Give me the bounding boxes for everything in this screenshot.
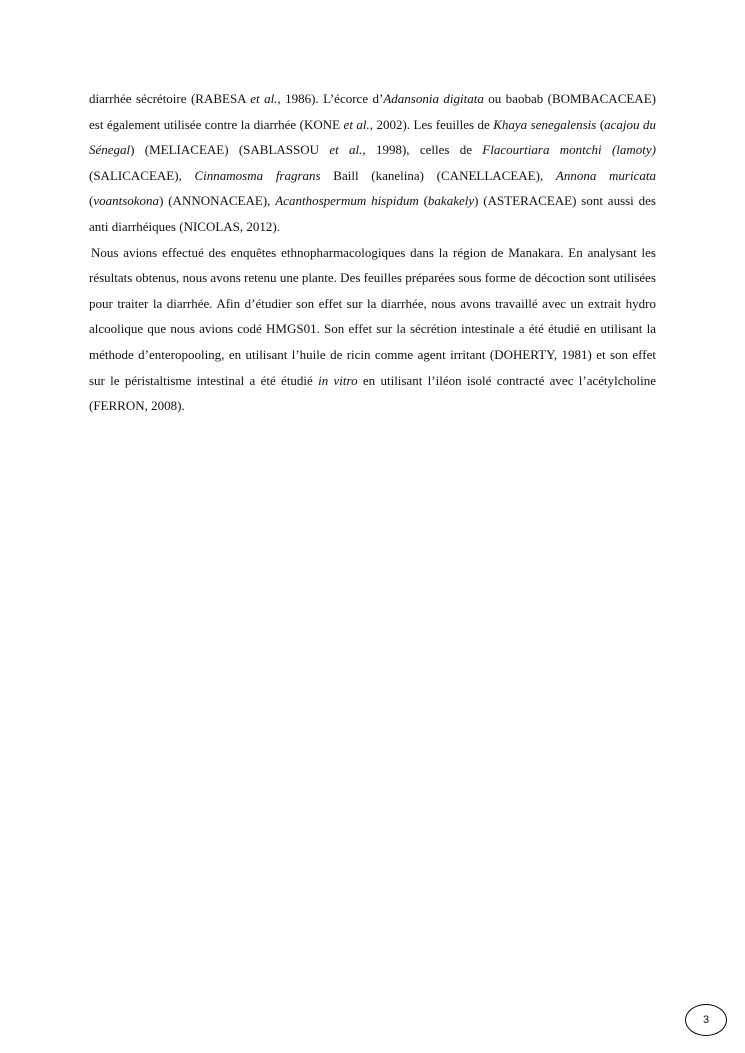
text-run: ( bbox=[418, 193, 428, 209]
text-run: Baill (kanelina) (CANELLACEAE), bbox=[320, 167, 556, 183]
text-run: diarrhée sécrétoire (RABESA bbox=[89, 91, 251, 106]
text-run: ou baobab (BOMBACACEAE) est également utilisée contre la diarrhée (KONE bbox=[89, 91, 656, 132]
italic-text: et al., bbox=[250, 91, 281, 106]
italic-text: Adansonia digitata bbox=[383, 91, 484, 106]
paragraph bbox=[89, 240, 656, 419]
text-run: Nous avions effectué des enquêtes ethnopharmacologiques dans la région de Manakara. En analysant les résultats obtenus, nous avons retenu une plante. Des feuilles préparées sous forme de décoction sont utilisées pour traiter la diarrhée. Afin d’étudier son effet sur la diarrhée, nous avons travaillé avec un extrait hydro alcoolique que nous avions codé HMGS01. Son effet sur la sécrétion intestinale a été étudié en utilisant la méthode d’enteropooling, en utilisant l’huile de ricin comme agent irritant (DOHERTY, 1981) et son effet sur le péristaltisme intestinal a été étudié bbox=[89, 244, 656, 388]
italic-text: voantsokona bbox=[93, 193, 160, 209]
italic-text: in vitro bbox=[318, 372, 358, 388]
text-run: ) (MELIACEAE) (SABLASSOU bbox=[130, 142, 330, 158]
italic-text: et al., bbox=[329, 142, 366, 158]
text-run: en utilisant l’iléon isolé contracté avec l’acétylcholine (FERRON, 2008). bbox=[89, 372, 657, 414]
italic-text: et al., bbox=[343, 116, 374, 132]
italic-text: bakakely bbox=[427, 193, 475, 209]
text-run: 2002). Les feuilles de bbox=[373, 116, 494, 132]
italic-text: Flacourtiara montchi (lamoty) bbox=[482, 142, 656, 158]
italic-text: acajou du Sénegal bbox=[89, 116, 657, 158]
text-run: 1998), celles de bbox=[365, 142, 483, 158]
page-number: 3 bbox=[685, 1004, 727, 1036]
italic-text: Khaya senegalensis bbox=[493, 116, 597, 132]
text-run: ) (ANNONACEAE), bbox=[159, 193, 276, 209]
text-run: 1986). L’écorce d’ bbox=[280, 91, 384, 106]
text-run: ( bbox=[596, 116, 605, 132]
text-run: ( bbox=[89, 193, 94, 209]
italic-text: Annona muricata bbox=[555, 167, 656, 183]
text-run: ) (ASTERACEAE) sont aussi des anti diarrhéiques (NICOLAS, 2012). bbox=[89, 193, 656, 234]
text-run: (SALICACEAE), bbox=[89, 167, 195, 183]
body-text bbox=[89, 86, 656, 419]
italic-text: Cinnamosma fragrans bbox=[194, 167, 321, 183]
italic-text: Acanthospermum hispidum bbox=[275, 193, 419, 209]
paragraph bbox=[89, 86, 656, 240]
